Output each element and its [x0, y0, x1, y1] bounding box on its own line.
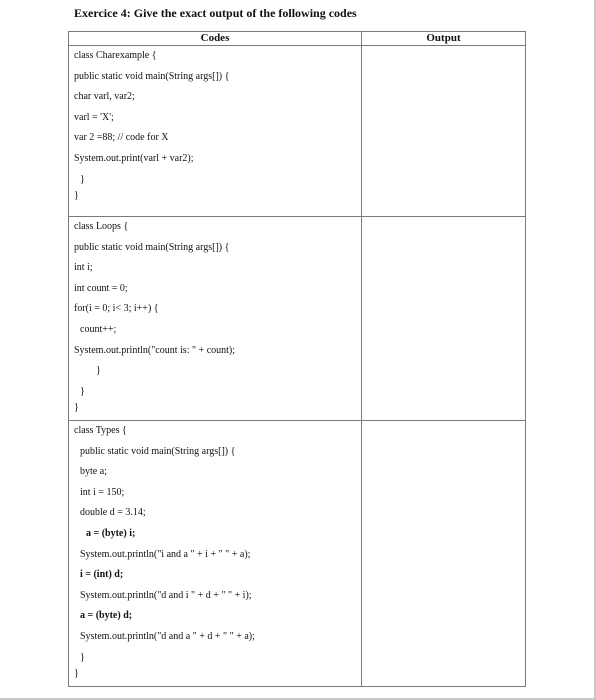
code-line: } [74, 402, 79, 414]
code-line: class Loops { [74, 221, 129, 232]
exercise-heading: Exercice 4: Give the exact output of the following codes [74, 6, 357, 20]
code-line: System.out.println("count is: " + count); [74, 344, 236, 356]
code-line: varl = 'X'; [74, 111, 114, 123]
code-line: } [74, 668, 79, 680]
code-line: int count = 0; [74, 282, 128, 294]
code-line: for(i = 0; i< 3; i++) { [74, 303, 159, 315]
code-cell [69, 46, 362, 217]
output-cell[interactable] [362, 421, 526, 687]
output-cell[interactable] [362, 46, 526, 217]
code-line: } [96, 365, 101, 377]
code-line: int i = 150; [80, 486, 125, 498]
code-line: System.out.println("d and i " + d + " " + i); [80, 589, 252, 601]
code-line: var 2 =88; // code for X [74, 132, 169, 144]
code-cell [69, 217, 362, 421]
code-line: class Charexample { [74, 50, 157, 61]
code-line: System.out.println("d and a " + d + " " + a); [80, 630, 255, 642]
code-line: public static void main(String args[]) { [74, 70, 230, 82]
code-line: System.out.println("i and a " + i + " " + a); [80, 548, 251, 560]
code-line: byte a; [80, 466, 107, 478]
output-header: Output [362, 32, 526, 46]
code-line: } [74, 190, 79, 202]
code-block-types [69, 421, 526, 687]
codes-header: Codes [69, 32, 362, 46]
code-line: a = (byte) i; [86, 527, 136, 539]
code-line: } [80, 385, 85, 397]
code-line: } [80, 173, 85, 185]
code-line: public static void main(String args[]) { [74, 241, 230, 253]
code-line: i = (int) d; [80, 569, 124, 581]
code-line: } [80, 651, 85, 663]
table-header-row [69, 32, 526, 46]
output-cell[interactable] [362, 217, 526, 421]
code-line: public static void main(String args[]) { [80, 445, 236, 457]
code-line: count++; [80, 323, 117, 335]
code-line: double d = 3.14; [80, 507, 146, 519]
code-block-loops [69, 217, 526, 421]
code-output-table [68, 31, 526, 687]
code-line: int i; [74, 262, 93, 274]
code-block-charexample [69, 46, 526, 217]
code-cell [69, 421, 362, 687]
code-line: a = (byte) d; [80, 610, 133, 622]
code-line: class Types { [74, 425, 127, 436]
code-line: char varl, var2; [74, 91, 135, 103]
code-line: System.out.print(varl + var2); [74, 152, 194, 164]
